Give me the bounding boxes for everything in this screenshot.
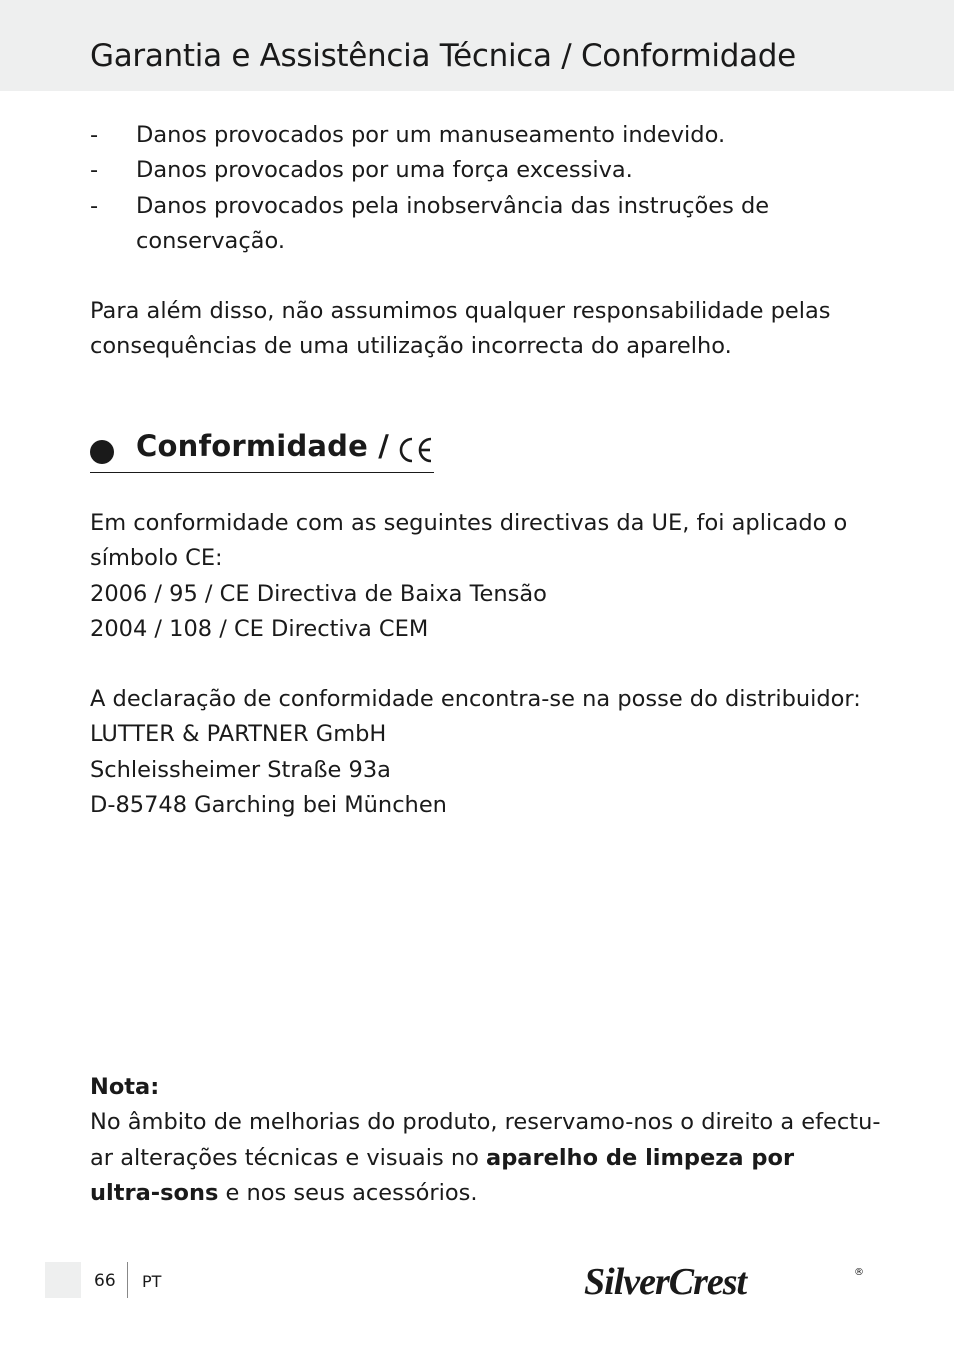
heading-bullet-icon xyxy=(90,440,114,464)
registered-mark: ® xyxy=(854,1267,864,1278)
brand-name: SilverCrest xyxy=(584,1261,747,1303)
note-block xyxy=(90,1070,880,1211)
page-number: 66 xyxy=(94,1271,116,1291)
text-line: Em conformidade com as seguintes directivas da UE, foi aplicado o xyxy=(90,510,848,536)
text-line: Para além disso, não assumimos qualquer responsabilidade pelas xyxy=(90,298,831,324)
distributor-street: Schleissheimer Straße 93a xyxy=(90,756,391,783)
declaration-paragraph xyxy=(90,682,861,823)
note-line xyxy=(90,1141,880,1176)
text-line: A declaração de conformidade encontra-se na posse do distribuidor: xyxy=(90,686,861,712)
list-dash: - xyxy=(90,122,99,148)
ce-mark-icon xyxy=(398,435,434,465)
distributor-city: D-85748 Garching bei München xyxy=(90,791,447,818)
liability-paragraph xyxy=(90,294,831,365)
note-line xyxy=(90,1176,880,1211)
list-item-text: Danos provocados pela inobservância das instruções de xyxy=(136,192,770,219)
text-line: consequências de uma utilização incorrecta do aparelho. xyxy=(90,333,732,360)
note-emphasis: aparelho de limpeza por xyxy=(486,1144,795,1171)
brand-logo xyxy=(584,1262,864,1302)
note-line: No âmbito de melhorias do produto, reservamo-nos o direito a efectu- xyxy=(90,1109,881,1136)
note-text: e nos seus acessórios. xyxy=(218,1179,478,1206)
footer-divider xyxy=(127,1262,128,1298)
directive-emc: 2004 / 108 / CE Directiva CEM xyxy=(90,615,429,642)
list-item-text: Danos provocados por um manuseamento indevido. xyxy=(136,122,726,148)
note-text: ar alterações técnicas e visuais no xyxy=(90,1144,487,1171)
note-label: Nota: xyxy=(90,1074,160,1100)
section-title: Conformidade / xyxy=(136,429,390,463)
directives-paragraph xyxy=(90,506,847,647)
list-item xyxy=(90,189,790,260)
distributor-name: LUTTER & PARTNER GmbH xyxy=(90,721,387,748)
page-title: Garantia e Assistência Técnica / Conformidade xyxy=(90,38,796,74)
directive-low-voltage: 2006 / 95 / CE Directiva de Baixa Tensão xyxy=(90,580,547,607)
footer-box xyxy=(45,1262,81,1298)
text-line: símbolo CE: xyxy=(90,545,223,572)
section-heading-conformidade xyxy=(90,428,434,473)
list-item xyxy=(90,153,790,188)
list-dash: - xyxy=(90,192,99,219)
damage-list xyxy=(90,118,790,259)
list-dash: - xyxy=(90,157,99,184)
list-item-text: conservação. xyxy=(136,227,285,254)
note-emphasis: ultra-sons xyxy=(90,1179,219,1206)
list-item xyxy=(90,118,790,153)
language-code: PT xyxy=(142,1272,162,1291)
list-item-text: Danos provocados por uma força excessiva. xyxy=(136,157,633,184)
